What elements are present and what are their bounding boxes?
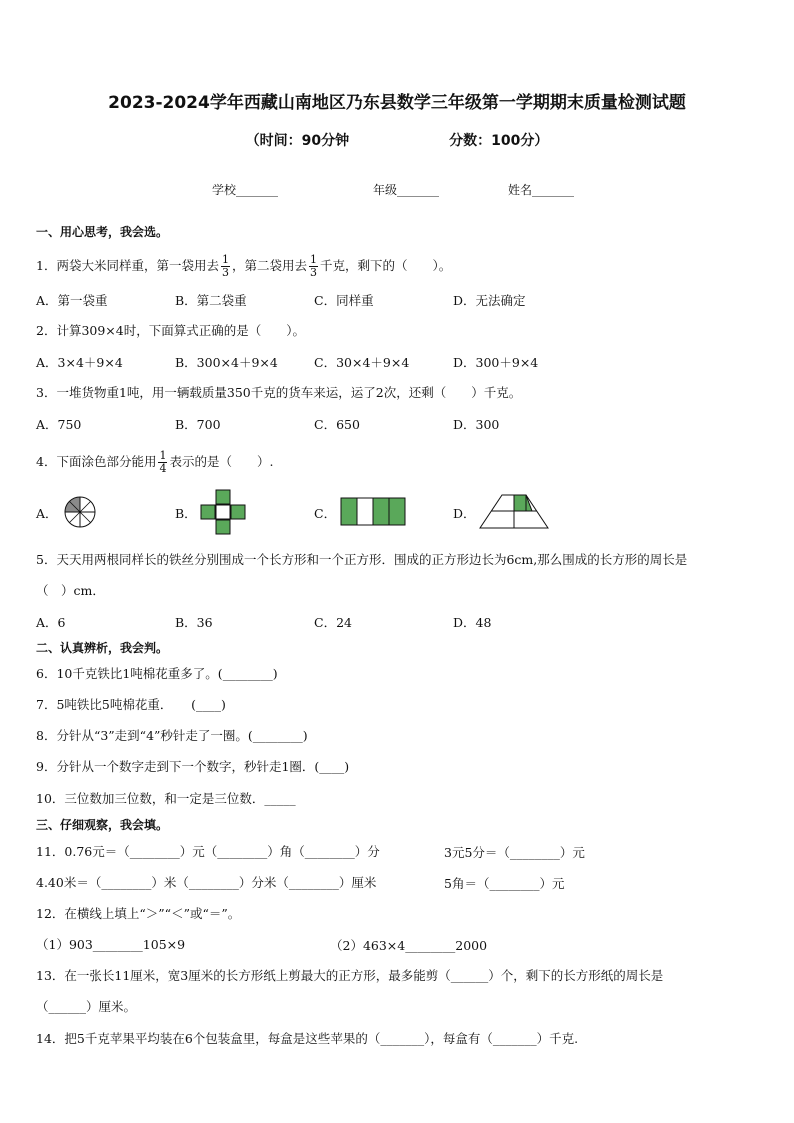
q4-fraction: $\frac{1}{4}$	[159, 449, 167, 475]
question-13-cont: （______）厘米。	[36, 999, 137, 1014]
q1-text-b: ，第二袋用去	[231, 258, 307, 273]
q5-option-d[interactable]: D．48	[453, 615, 492, 630]
section-1-heading: 一、用心思考，我会选。	[36, 225, 169, 239]
question-9: 9．分针从一个数字走到下一个数字，秒针走1圈．(____)	[36, 759, 350, 774]
question-4	[36, 450, 273, 475]
section-3-heading: 三、仔细观察，我会填。	[36, 818, 169, 832]
question-12-b: （2）463×4________2000	[330, 938, 488, 953]
question-8: 8．分针从“3”走到“4”秒针走了一圈。(________)	[36, 728, 308, 743]
question-6: 6．10千克铁比1吨棉花重多了。(________)	[36, 666, 278, 681]
q2-option-a[interactable]: A．3×4＋9×4	[36, 355, 123, 370]
q1-option-a[interactable]: A．第一袋重	[36, 293, 108, 308]
q5-option-a[interactable]: A．6	[36, 615, 66, 630]
q4-text-b: 表示的是（ ）.	[169, 454, 274, 469]
question-11-d: 5角＝（________）元	[444, 876, 565, 891]
q1-option-c[interactable]: C．同样重	[314, 293, 374, 308]
cross-figure	[200, 489, 246, 535]
question-13: 13．在一张长11厘米，宽3厘米的长方形纸上剪最大的正方形，最多能剪（______）个，剩下的长方形纸的周长是	[36, 968, 664, 983]
q4-option-d[interactable]: D．	[453, 506, 476, 521]
q4-option-a[interactable]: A．	[36, 506, 58, 521]
q1-fraction-a: $\frac{1}{3}$	[221, 253, 229, 279]
q1-text-c: 千克，剩下的（ ）。	[319, 258, 452, 273]
q3-option-b[interactable]: B．700	[175, 417, 221, 432]
q5-option-c[interactable]: C．24	[314, 615, 352, 630]
q4-option-b[interactable]: B．	[175, 506, 197, 521]
question-11-b: 3元5分＝（________）元	[444, 845, 585, 860]
question-3: 3．一堆货物重1吨，用一辆载质量350千克的货车来运，运了2次，还剩（ ）千克。	[36, 385, 522, 400]
q2-option-c[interactable]: C．30×4＋9×4	[314, 355, 410, 370]
section-2-heading: 二、认真辨析，我会判。	[36, 641, 169, 655]
q3-option-a[interactable]: A．750	[36, 417, 82, 432]
question-11-a: 11．0.76元＝（________）元（________）角（________）分	[36, 844, 380, 859]
exam-info	[0, 130, 794, 150]
q1-option-d[interactable]: D．无法确定	[453, 293, 526, 308]
score-label: 分数：100分）	[449, 133, 549, 149]
page-title: 2023-2024学年西藏山南地区乃东县数学三年级第一学期期末质量检测试题	[108, 93, 686, 113]
question-1	[36, 254, 451, 279]
q2-option-d[interactable]: D．300＋9×4	[453, 355, 539, 370]
q1-fraction-b: $\frac{1}{3}$	[309, 253, 317, 279]
q2-option-b[interactable]: B．300×4＋9×4	[175, 355, 278, 370]
q1-option-b[interactable]: B．第二袋重	[175, 293, 247, 308]
question-10: 10．三位数加三位数，和一定是三位数．_____	[36, 791, 296, 806]
q3-option-c[interactable]: C．650	[314, 417, 360, 432]
q4-option-c[interactable]: C．	[314, 506, 337, 521]
time-label: （时间：90分钟	[245, 133, 350, 149]
circle-quarter-figure	[63, 495, 97, 529]
name-field: 姓名_______	[508, 183, 575, 197]
q1-text-a: 1．两袋大米同样重，第一袋用去	[36, 258, 219, 273]
question-12: 12．在横线上填上“＞”“＜”或“＝”。	[36, 906, 241, 921]
q4-text-a: 4．下面涂色部分能用	[36, 454, 157, 469]
question-5-cont: （ ）cm．	[36, 583, 105, 598]
q3-option-d[interactable]: D．300	[453, 417, 500, 432]
school-field: 学校_______	[212, 183, 279, 197]
q5-option-b[interactable]: B．36	[175, 615, 213, 630]
question-7: 7．5吨铁比5吨棉花重． (____)	[36, 697, 226, 712]
strip-figure	[340, 497, 408, 527]
question-11-c: 4.40米＝（________）米（________）分米（________）厘米	[36, 875, 377, 890]
trapezoid-figure	[478, 494, 550, 530]
question-12-a: （1）903________105×9	[36, 937, 186, 952]
question-5: 5．天天用两根同样长的铁丝分别围成一个长方形和一个正方形．围成的正方形边长为6cm,那么围成的长方形的周长是	[36, 552, 688, 567]
question-14: 14．把5千克苹果平均装在6个包装盒里，每盒是这些苹果的（_______），每盒有（_______）千克.	[36, 1031, 579, 1046]
grade-field: 年级_______	[373, 183, 440, 197]
question-2: 2．计算309×4时，下面算式正确的是（ ）。	[36, 323, 305, 338]
